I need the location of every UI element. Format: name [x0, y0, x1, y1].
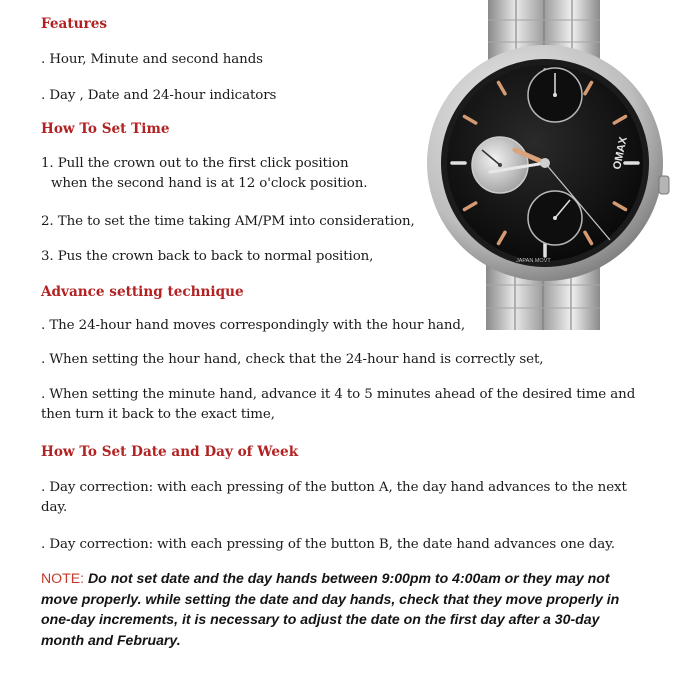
set-time-step-1a: 1. Pull the crown out to the first click position — [41, 156, 349, 171]
set-time-heading: How To Set Time — [41, 121, 170, 137]
set-time-step-1b: when the second hand is at 12 o'clock position. — [51, 176, 368, 191]
date-item-2: . Day correction: with each pressing of the button B, the date hand advances one day. — [41, 537, 615, 552]
set-time-step-2: 2. The to set the time taking AM/PM into consideration, — [41, 214, 415, 229]
subdial-bottom — [528, 191, 582, 245]
features-item-2: . Day , Date and 24-hour indicators — [41, 88, 277, 103]
advance-heading: Advance setting technique — [41, 284, 244, 300]
brand-logo-text: OMAX — [611, 135, 630, 171]
advance-item-1: . The 24-hour hand moves correspondingly with the hour hand, — [41, 318, 466, 333]
advance-item-3: . When setting the minute hand, advance it 4 to 5 minutes ahead of the desired time and then turn it back to the exact time, — [41, 387, 636, 422]
dial-movt-text: JAPAN MOVT — [516, 258, 551, 264]
features-heading: Features — [41, 16, 107, 32]
watch-image — [420, 0, 679, 330]
subdial-left — [472, 137, 528, 193]
advance-item-2: . When setting the hour hand, check that the 24-hour hand is correctly set, — [41, 352, 544, 367]
date-item-1: . Day correction: with each pressing of the button A, the day hand advances to the next day. — [41, 480, 627, 515]
features-item-1: . Hour, Minute and second hands — [41, 52, 263, 67]
note-text: Do not set date and the day hands between 9:00pm to 4:00am or they may not move properly. while setting the date and day hands, check that they move properly in one-day increments, it is necessary to adjust the date on the first day after a 30-day month and February. — [41, 570, 620, 648]
date-heading: How To Set Date and Day of Week — [41, 444, 299, 460]
subdial-top — [528, 68, 582, 122]
note-label: NOTE: — [41, 570, 85, 586]
note-paragraph — [41, 568, 641, 650]
set-time-step-3: 3. Pus the crown back to back to normal position, — [41, 249, 374, 264]
